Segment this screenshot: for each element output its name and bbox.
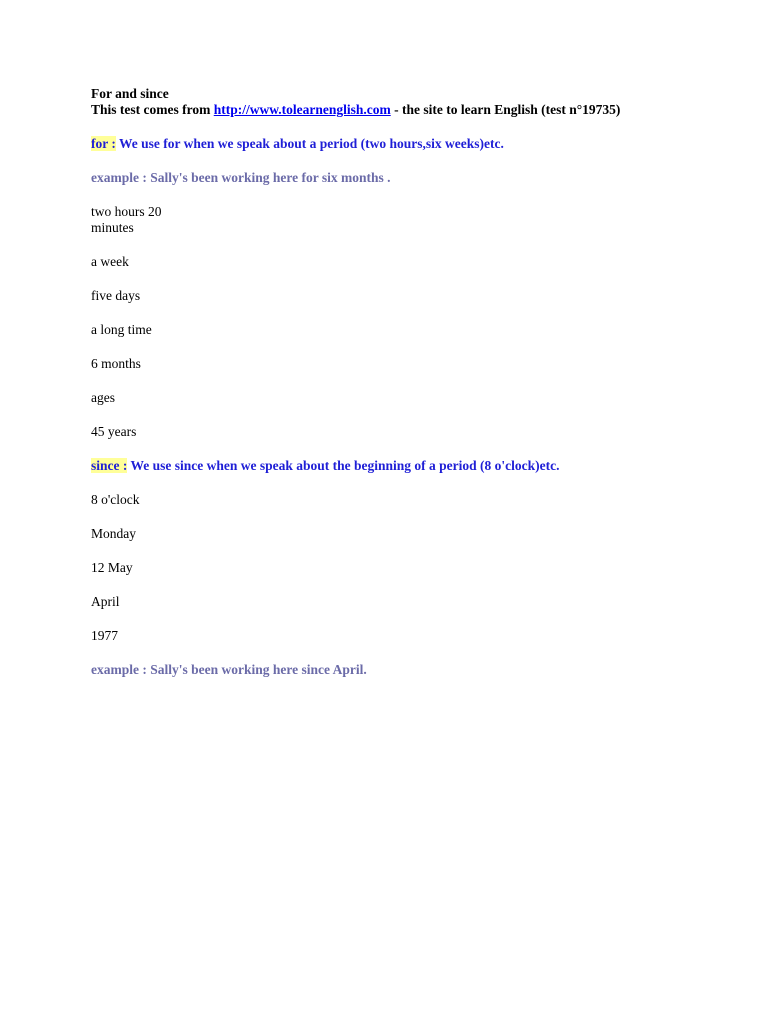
since-example: example : Sally's been working here since April.	[91, 662, 367, 677]
since-item: 12 May	[91, 560, 133, 575]
since-item: Monday	[91, 526, 136, 541]
since-item: 1977	[91, 628, 118, 643]
since-item: April	[91, 594, 120, 609]
for-keyword: for :	[91, 136, 116, 151]
for-item: 6 months	[91, 356, 141, 371]
since-rule	[91, 458, 681, 474]
for-rule-text: We use for when we speak about a period (two hours,six weeks)etc.	[115, 136, 504, 151]
since-keyword: since :	[91, 458, 128, 473]
intro-prefix: This test comes from	[91, 102, 214, 117]
document-title: For and since	[91, 86, 169, 101]
for-item: a week	[91, 254, 129, 269]
for-item: five days	[91, 288, 141, 303]
source-link[interactable]: http://www.tolearnenglish.com	[213, 102, 391, 117]
document-page	[91, 86, 681, 678]
intro-line	[91, 102, 681, 118]
for-example: example : Sally's been working here for six months .	[91, 170, 391, 185]
since-rule-text: We use since when we speak about the beginning of a period (8 o'clock)etc.	[127, 458, 560, 473]
for-item: a long time	[91, 322, 152, 337]
for-item: 45 years	[91, 424, 137, 439]
for-rule	[91, 136, 681, 152]
since-item: 8 o'clock	[91, 492, 140, 507]
for-item: two hours 20 minutes	[91, 204, 162, 235]
for-item: ages	[91, 390, 115, 405]
intro-suffix: - the site to learn English (test n°19735)	[390, 102, 621, 117]
